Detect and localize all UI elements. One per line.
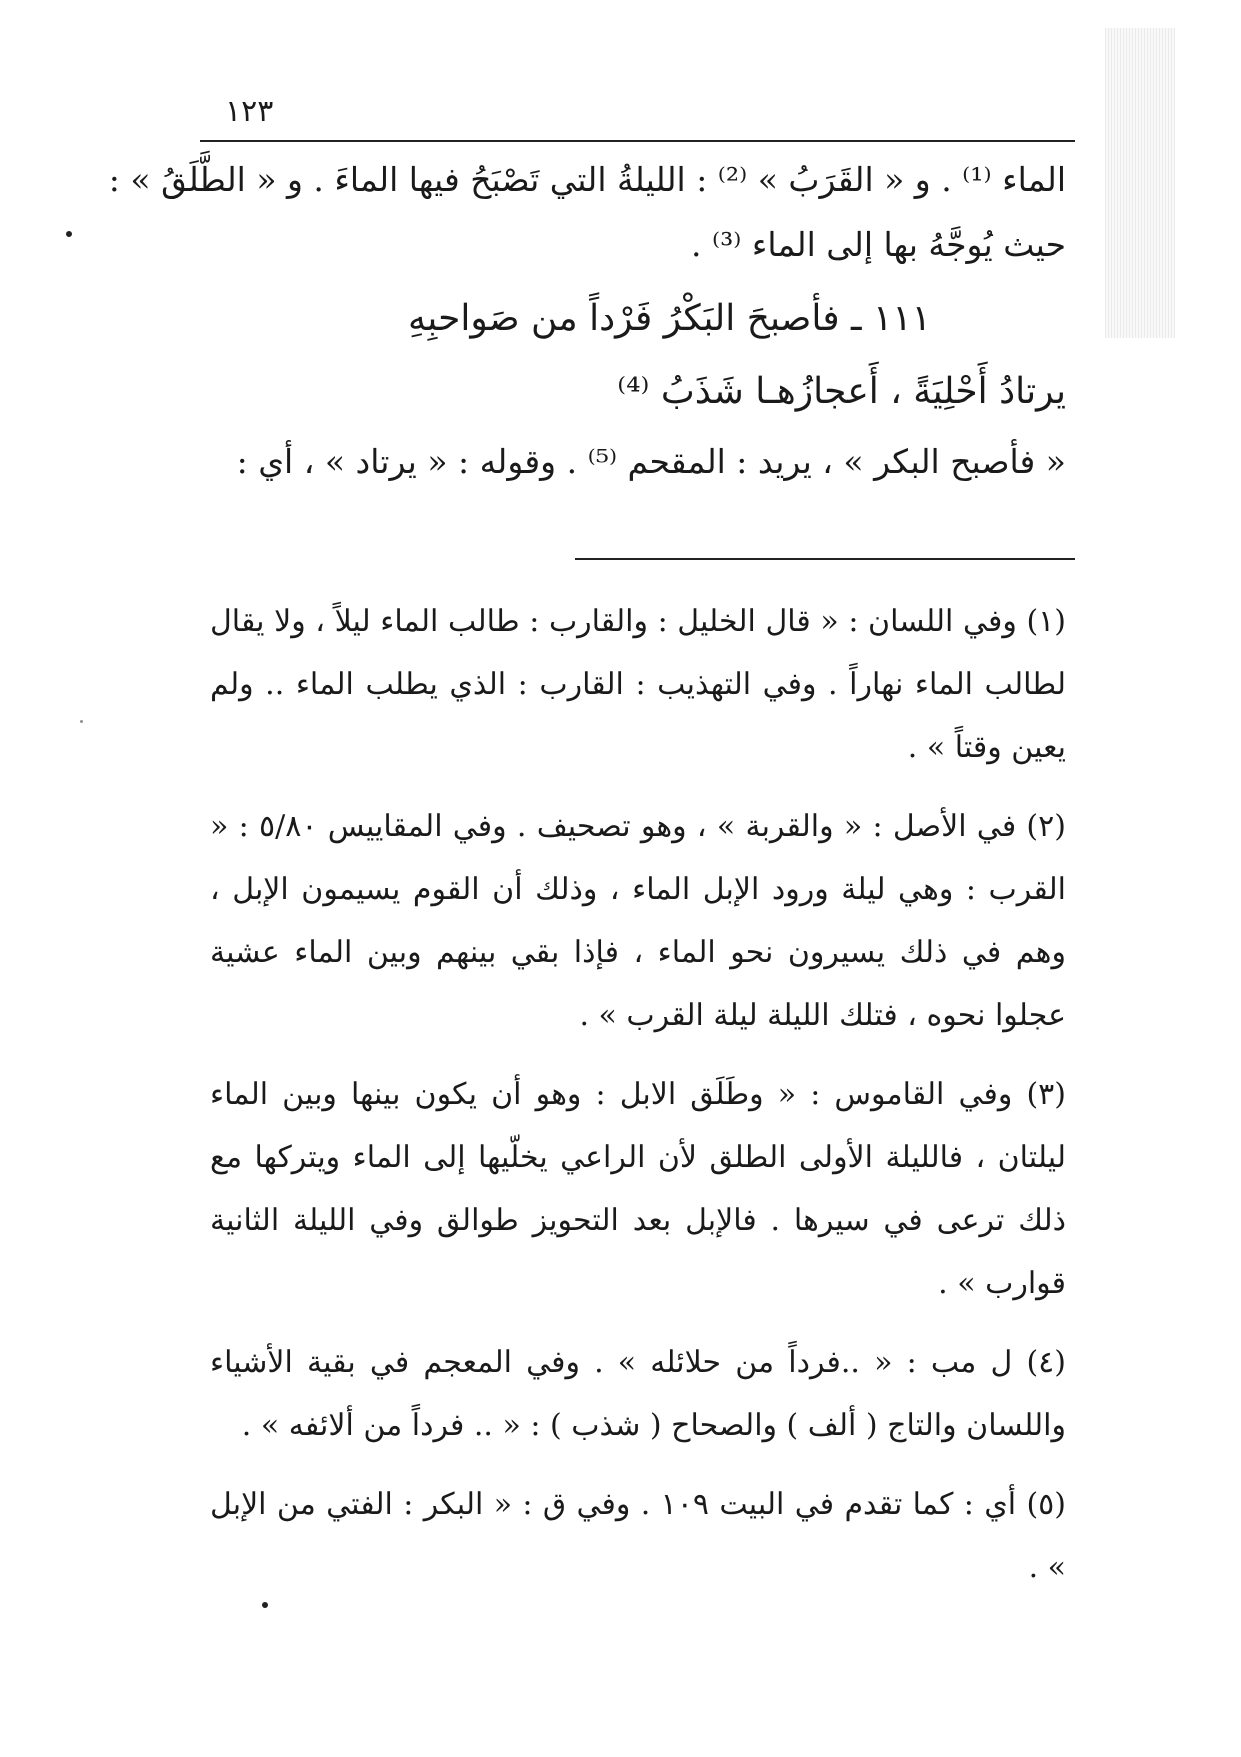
scan-speck: [80, 720, 83, 723]
footnote-separator: [575, 558, 1075, 560]
footnotes: [210, 590, 1066, 1615]
footnote-3: (٣) وفي القاموس : « وطَلَق الابل : وهو أن يكون بينها وبين الماء ليلتان ، فالليلة الأولى الطلق لأن الراعي يخلّيها إلى الماء ويتركها مع ذلك ترعى في سيرها . فالإبل بعد التحويز طوالق وفي الليلة الثانية قوارب » .: [210, 1077, 1066, 1301]
scan-edge-shading: [1105, 28, 1175, 338]
body-line-1: الماء ⁽¹⁾ . و « القَرَبُ » ⁽²⁾ : الليلةُ التي تَصْبَحُ فيها الماءَ . و « الطَّلَقُ » :: [108, 160, 1066, 199]
verse-second-hemistich: يرتادُ أَحْلِيَةً ، أَعجازُهـا شَذَبُ ⁽⁴⁾: [617, 371, 1066, 412]
footnote-5: (٥) أي : كما تقدم في البيت ١٠٩ . وفي ق : « البكر : الفتي من الإبل » .: [210, 1487, 1066, 1585]
footnote-4: (٤) ل مب : « ..فرداً من حلائله » . وفي المعجم في بقية الأشياء واللسان والتاج ( ألف ) والصحاح ( شذب ) : « .. فرداً من ألائفه » .: [210, 1345, 1066, 1443]
body-line-2: حيث يُوجَّهُ بها إلى الماء ⁽³⁾ .: [690, 225, 1066, 264]
page-number: ١٢٣: [225, 94, 274, 129]
scan-speck: [262, 1602, 268, 1608]
header-rule: [200, 140, 1075, 142]
verse-first-hemistich: ١١١ ـ فأصبحَ البَكْرُ فَرْداً من صَواحبِهِ: [407, 298, 931, 339]
commentary-line: « فأصبح البكر » ، يريد : المقحم ⁽⁵⁾ . وقوله : « يرتاد » ، أي :: [236, 442, 1066, 481]
footnote-2: (٢) في الأصل : « والقربة » ، وهو تصحيف . وفي المقاييس ٥/٨٠ : « القرب : وهي ليلة ورود الإبل الماء ، وذلك أن القوم يسيمون الإبل ، وهم في ذلك يسيرون نحو الماء ، فإذا بقي بينهم وبين الماء عشية عجلوا نحوه ، فتلك الليلة ليلة القرب » .: [210, 809, 1066, 1033]
scan-speck: [66, 231, 72, 237]
footnote-1: (١) وفي اللسان : « قال الخليل : والقارب : طالب الماء ليلاً ، ولا يقال لطالب الماء نهاراً . وفي التهذيب : القارب : الذي يطلب الماء .. ولم يعين وقتاً » .: [210, 604, 1066, 765]
